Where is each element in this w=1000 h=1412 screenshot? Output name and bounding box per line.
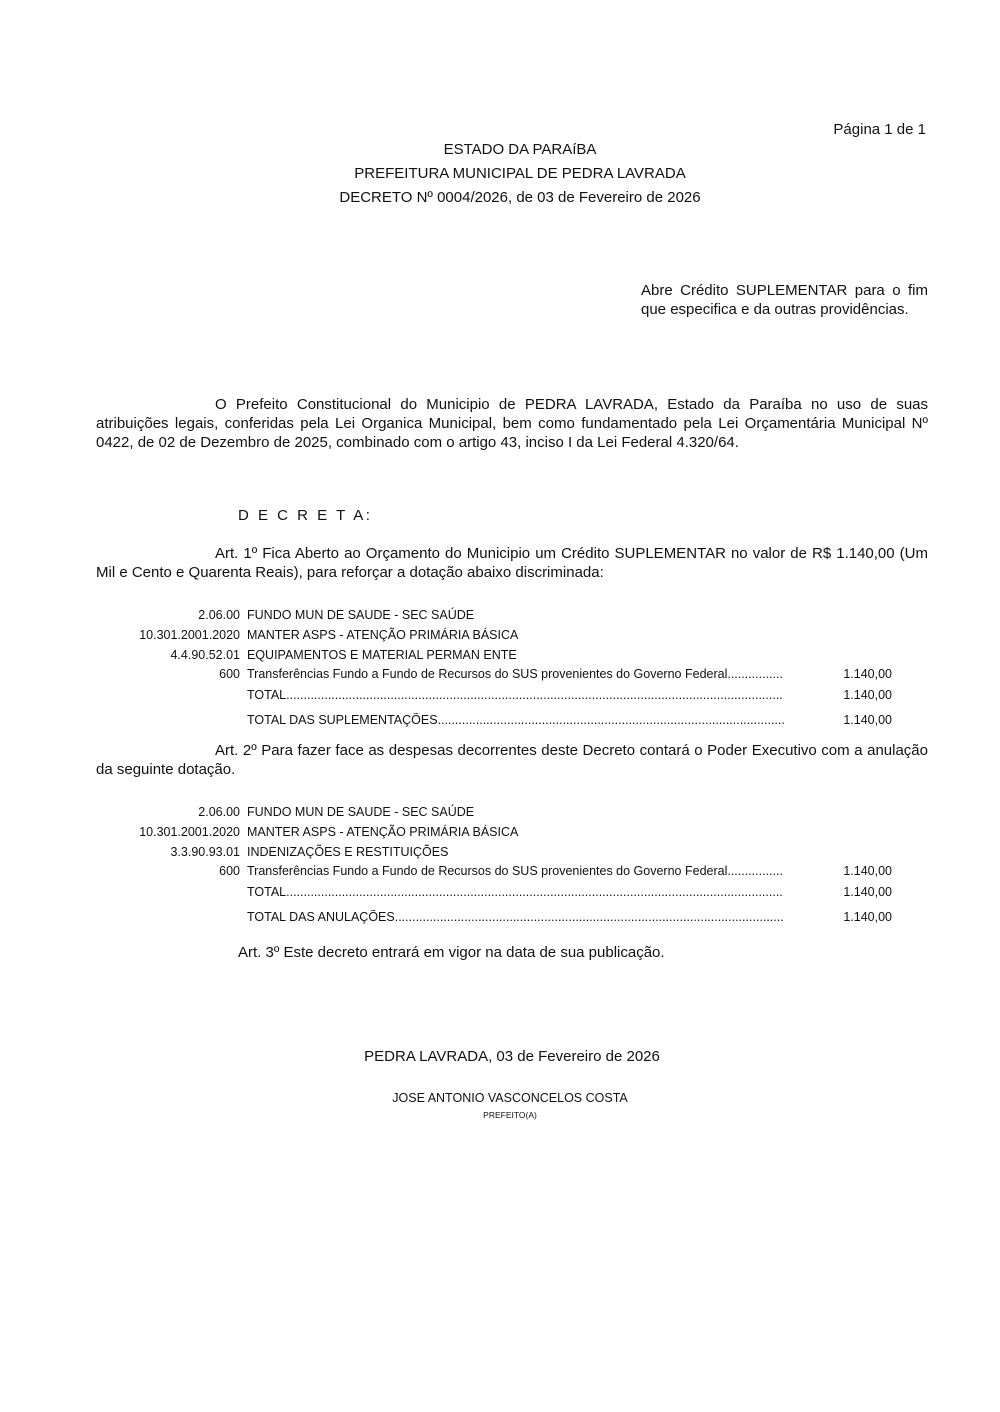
source-desc: Transferências Fundo a Fundo de Recursos do SUS provenientes do Governo Federal xyxy=(247,667,728,681)
table-row xyxy=(0,648,1000,665)
article-3: Art. 3º Este decreto entrará em vigor na data de sua publicação. xyxy=(238,944,665,961)
total-row xyxy=(0,688,1000,705)
dotation-code: 3.3.90.93.01 xyxy=(170,845,240,859)
total-row xyxy=(0,885,1000,902)
grand-total-label: TOTAL DAS SUPLEMENTAÇÕES xyxy=(247,713,438,727)
dotation-code: 10.301.2001.2020 xyxy=(139,825,240,839)
state-heading: ESTADO DA PARAíBA xyxy=(443,141,597,158)
signer-name: JOSE ANTONIO VASCONCELOS COSTA xyxy=(392,1091,628,1105)
page-number: Página 1 de 1 xyxy=(833,121,926,138)
place-date: PEDRA LAVRADA, 03 de Fevereiro de 2026 xyxy=(364,1048,660,1065)
table-row xyxy=(0,845,1000,862)
dotation-desc: MANTER ASPS - ATENÇÃO PRIMÁRIA BÁSICA xyxy=(247,825,519,839)
source-value: 1.140,00 xyxy=(843,667,892,681)
preamble: O Prefeito Constitucional do Municipio de PEDRA LAVRADA, Estado da Paraíba no uso de suas atribuições legais, conferidas pela Lei Organica Municipal, bem como fundamentado pela Lei Orçamentária Municipal Nº 0422, de 02 de Dezembro de 2025, combinado com o artigo 43, inciso I da Lei Federal 4.320/64. xyxy=(96,396,928,451)
source-code: 600 xyxy=(219,864,240,878)
source-row xyxy=(0,864,1000,881)
dotation-code: 10.301.2001.2020 xyxy=(139,628,240,642)
decree-title: DECRETO Nº 0004/2026, de 03 de Fevereiro de 2026 xyxy=(339,189,701,206)
municipality-heading: PREFEITURA MUNICIPAL DE PEDRA LAVRADA xyxy=(354,165,686,182)
dotation-desc: INDENIZAÇÕES E RESTITUIÇÕES xyxy=(247,845,449,859)
total-value: 1.140,00 xyxy=(843,885,892,899)
grand-total-value: 1.140,00 xyxy=(843,713,892,727)
total-label: TOTAL xyxy=(247,885,287,899)
signer-role: PREFEITO(A) xyxy=(483,1110,537,1120)
dotation-code: 4.4.90.52.01 xyxy=(170,648,240,662)
total-label: TOTAL xyxy=(247,688,287,702)
dotation-code: 2.06.00 xyxy=(198,608,240,622)
dotation-code: 2.06.00 xyxy=(198,805,240,819)
decreta-heading: D E C R E T A: xyxy=(238,507,373,524)
grand-total-value: 1.140,00 xyxy=(843,910,892,924)
dotation-desc: FUNDO MUN DE SAUDE - SEC SAÚDE xyxy=(247,805,475,819)
total-value: 1.140,00 xyxy=(843,688,892,702)
grand-total-row xyxy=(0,910,1000,927)
dotation-desc: MANTER ASPS - ATENÇÃO PRIMÁRIA BÁSICA xyxy=(247,628,519,642)
source-code: 600 xyxy=(219,667,240,681)
source-value: 1.140,00 xyxy=(843,864,892,878)
table-row xyxy=(0,805,1000,822)
dotation-desc: EQUIPAMENTOS E MATERIAL PERMAN ENTE xyxy=(247,648,517,662)
article-2: Art. 2º Para fazer face as despesas decorrentes deste Decreto contará o Poder Executivo com a anulação da seguinte dotação. xyxy=(96,742,928,778)
table-row xyxy=(0,628,1000,645)
ementa: Abre Crédito SUPLEMENTAR para o fim que especifica e da outras providências. xyxy=(641,282,928,318)
table-row xyxy=(0,608,1000,625)
table-row xyxy=(0,825,1000,842)
source-desc: Transferências Fundo a Fundo de Recursos do SUS provenientes do Governo Federal xyxy=(247,864,728,878)
source-row xyxy=(0,667,1000,684)
dotation-desc: FUNDO MUN DE SAUDE - SEC SAÚDE xyxy=(247,608,475,622)
grand-total-label: TOTAL DAS ANULAÇÕES xyxy=(247,910,395,924)
grand-total-row xyxy=(0,713,1000,730)
article-1: Art. 1º Fica Aberto ao Orçamento do Municipio um Crédito SUPLEMENTAR no valor de R$ 1.140,00 (Um Mil e Cento e Quarenta Reais), para reforçar a dotação abaixo discriminada: xyxy=(96,545,928,581)
